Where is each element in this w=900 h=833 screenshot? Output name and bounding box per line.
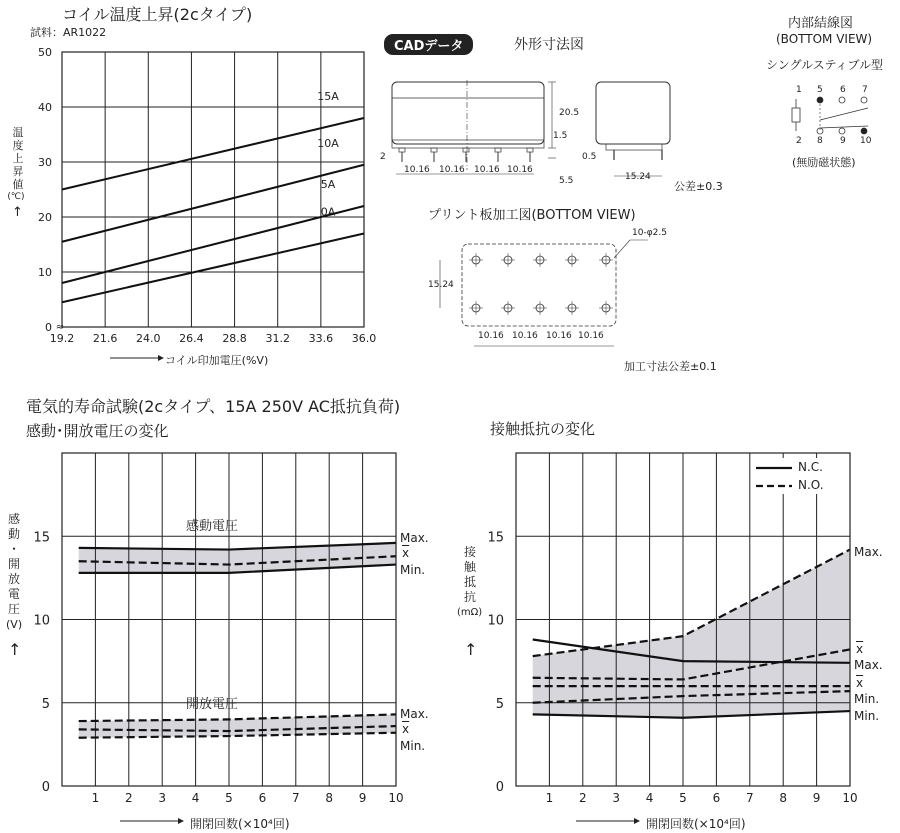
pin-label: 9 (840, 136, 846, 146)
pcb-title: プリント板加工図(BOTTOM VIEW) (428, 208, 636, 223)
pin-label: 10 (860, 136, 872, 146)
volt-x-tick: 7 (291, 791, 300, 805)
coil-y-tick: 40 (38, 101, 52, 114)
resistance-ylabel-char: 接 (463, 545, 476, 559)
wiring-subtitle: (BOTTOM VIEW) (776, 32, 873, 46)
right-arrow-icon (158, 355, 164, 361)
volt-x-tick: 2 (124, 791, 133, 805)
pin-label: 5 (817, 85, 823, 95)
volt-x-tick: 9 (358, 791, 367, 805)
resistance-xlabel: 開閉回数(×10⁴回) (646, 817, 746, 831)
coil-series-label: 5A (320, 178, 336, 191)
volt-y-tick: 10 (33, 613, 50, 629)
resistance-ylabel-unit: (mΩ) (457, 607, 483, 618)
coil-ylabel-unit: (℃) (7, 192, 25, 202)
voltage-xlabel: 開閉回数(×10⁴回) (190, 817, 290, 831)
outline-title: 外形寸法図 (514, 37, 584, 53)
coil-y-tick: 30 (38, 156, 52, 169)
res-x-tick: 10 (842, 791, 858, 805)
res-x-tick: 6 (712, 791, 721, 805)
up-arrow-icon: ↑ (12, 205, 23, 220)
coil-x-tick: 36.0 (351, 332, 377, 345)
res-right-label: Max. (854, 658, 883, 672)
pcb-pitch-2: 10.16 (512, 331, 538, 341)
voltage-chart-title: 感動･開放電圧の変化 (26, 422, 169, 440)
res-right-label: Min. (854, 692, 880, 706)
coil-x-tick: 28.8 (222, 332, 247, 345)
res-x-tick: 8 (779, 791, 788, 805)
volt-right-label: $\overline{x}$ (402, 546, 410, 560)
coil-xlabel: コイル印加電圧(%V) (165, 354, 269, 367)
coil-x-tick: 21.6 (92, 332, 118, 345)
coil-series-label: 15A (317, 90, 339, 103)
volt-x-tick: 5 (225, 791, 233, 805)
coil-y-tick: 20 (38, 211, 52, 224)
res-right-label: $\overline{x}$ (856, 642, 864, 656)
res-x-tick: 1 (545, 791, 554, 805)
dim-side-half: 0.5 (582, 152, 597, 162)
dim-pitch-4: 10.16 (507, 165, 533, 175)
resistance-ylabel-char: 抵 (463, 575, 476, 589)
wiring-type: シングルスティブル型 (766, 58, 884, 72)
voltage-ylabel-char: ・ (7, 542, 20, 556)
res-y-tick: 5 (495, 696, 504, 712)
coil-ylabel-char: 値 (12, 178, 24, 191)
pcb-pitch-3: 10.16 (546, 331, 572, 341)
dim-h-pin: 1.5 (553, 131, 568, 141)
res-right-label: $\overline{x}$ (856, 676, 864, 690)
volt-right-label: $\overline{x}$ (402, 722, 410, 736)
coil-y-tick: 0 (45, 321, 52, 334)
cad-badge: CADデータ (384, 34, 473, 55)
release-voltage-label: 開放電圧 (186, 697, 239, 712)
volt-y-tick: 5 (41, 696, 50, 712)
coil-y-tick: 50 (38, 46, 52, 59)
wiring-note: (無励磁状態) (792, 156, 856, 169)
legend-no-label: N.O. (798, 478, 824, 492)
right-arrow-icon (178, 818, 184, 824)
res-y-tick: 0 (495, 780, 504, 795)
operate-voltage-label: 感動電圧 (186, 519, 239, 534)
voltage-ylabel-char: 開 (7, 557, 20, 571)
volt-right-label: Min. (400, 739, 426, 753)
pin-label: 8 (817, 136, 823, 146)
res-x-tick: 7 (745, 791, 754, 805)
volt-x-tick: 10 (388, 791, 404, 805)
coil-x-tick: 31.2 (265, 332, 290, 345)
coil-x-tick: 26.4 (179, 332, 204, 345)
volt-right-label: Max. (400, 707, 429, 721)
voltage-ylabel-unit: (V) (6, 618, 23, 631)
volt-right-label: Max. (400, 531, 429, 545)
tolerance-text: 公差±0.3 (674, 180, 723, 193)
res-y-tick: 15 (487, 530, 504, 546)
res-x-tick: 2 (578, 791, 587, 805)
pin-label: 6 (840, 85, 846, 95)
pcb-pitch-4: 10.16 (578, 331, 604, 341)
coil-ylabel-char: 上 (12, 152, 24, 165)
coil-ylabel-char: 度 (12, 139, 24, 152)
coil-ylabel-char: 温 (12, 126, 24, 139)
volt-x-tick: 1 (91, 791, 100, 805)
pcb-row-pitch: 15.24 (428, 280, 454, 290)
res-right-label: Min. (854, 709, 880, 723)
res-x-tick: 4 (645, 791, 654, 805)
right-arrow-icon (634, 818, 640, 824)
volt-y-tick: 15 (33, 530, 50, 546)
coil-x-tick: 19.2 (49, 332, 75, 345)
pin-label: 7 (862, 85, 868, 95)
coil-temp-title: コイル温度上昇(2cタイプ) (62, 5, 253, 24)
wiring-title: 内部結線図 (788, 16, 854, 31)
res-x-tick: 5 (679, 791, 687, 805)
dim-bottom-right: 5.5 (559, 176, 574, 186)
res-y-tick: 10 (487, 613, 504, 629)
coil-temp-sample: 試料：AR1022 (30, 26, 107, 39)
volt-x-tick: 4 (191, 791, 200, 805)
resistance-ylabel-char: 触 (463, 560, 476, 574)
pcb-pitch-1: 10.16 (478, 331, 504, 341)
volt-right-label: Min. (400, 563, 426, 577)
coil-ylabel-char: 昇 (12, 165, 24, 178)
life-test-title: 電気的寿命試験(2cタイプ、15A 250V AC抵抗負荷) (26, 397, 401, 416)
volt-x-tick: 8 (325, 791, 334, 805)
dim-pitch-3: 10.16 (474, 165, 500, 175)
res-x-tick: 9 (812, 791, 821, 805)
coil-y-tick: 10 (38, 266, 52, 279)
resistance-chart-title: 接触抵抗の変化 (490, 420, 596, 438)
voltage-ylabel-char: 感 (7, 512, 20, 526)
dim-side-left: 2 (380, 152, 386, 162)
up-arrow-icon: ↑ (464, 640, 478, 659)
dim-pitch-1: 10.16 (404, 165, 430, 175)
coil-series-label: 0A (320, 205, 336, 219)
res-right-label: Max. (854, 545, 883, 559)
legend-nc-label: N.C. (798, 460, 823, 474)
volt-x-tick: 3 (158, 791, 167, 805)
pin-label: 1 (796, 85, 802, 95)
pcb-tolerance: 加工寸法公差±0.1 (624, 360, 717, 373)
resistance-ylabel-char: 抗 (463, 590, 476, 604)
up-arrow-icon: ↑ (8, 640, 22, 659)
res-x-tick: 3 (612, 791, 621, 805)
pin-label: 2 (796, 136, 802, 146)
voltage-ylabel-char: 電 (7, 587, 20, 601)
dim-pitch-2: 10.16 (439, 165, 465, 175)
axis-break-icon: ≈ (55, 322, 65, 333)
dim-side-width: 15.24 (625, 172, 651, 182)
coil-series-label: 10A (317, 136, 339, 150)
volt-y-tick: 0 (41, 780, 50, 795)
volt-x-tick: 6 (258, 791, 267, 805)
voltage-ylabel-char: 動 (7, 527, 20, 541)
voltage-ylabel-char: 圧 (7, 602, 20, 616)
pcb-hole-label: 10-φ2.5 (632, 228, 667, 238)
coil-x-tick: 24.0 (136, 332, 161, 345)
coil-x-tick: 33.6 (308, 332, 334, 345)
dim-h-total: 20.5 (559, 108, 580, 118)
voltage-ylabel-char: 放 (7, 572, 20, 586)
